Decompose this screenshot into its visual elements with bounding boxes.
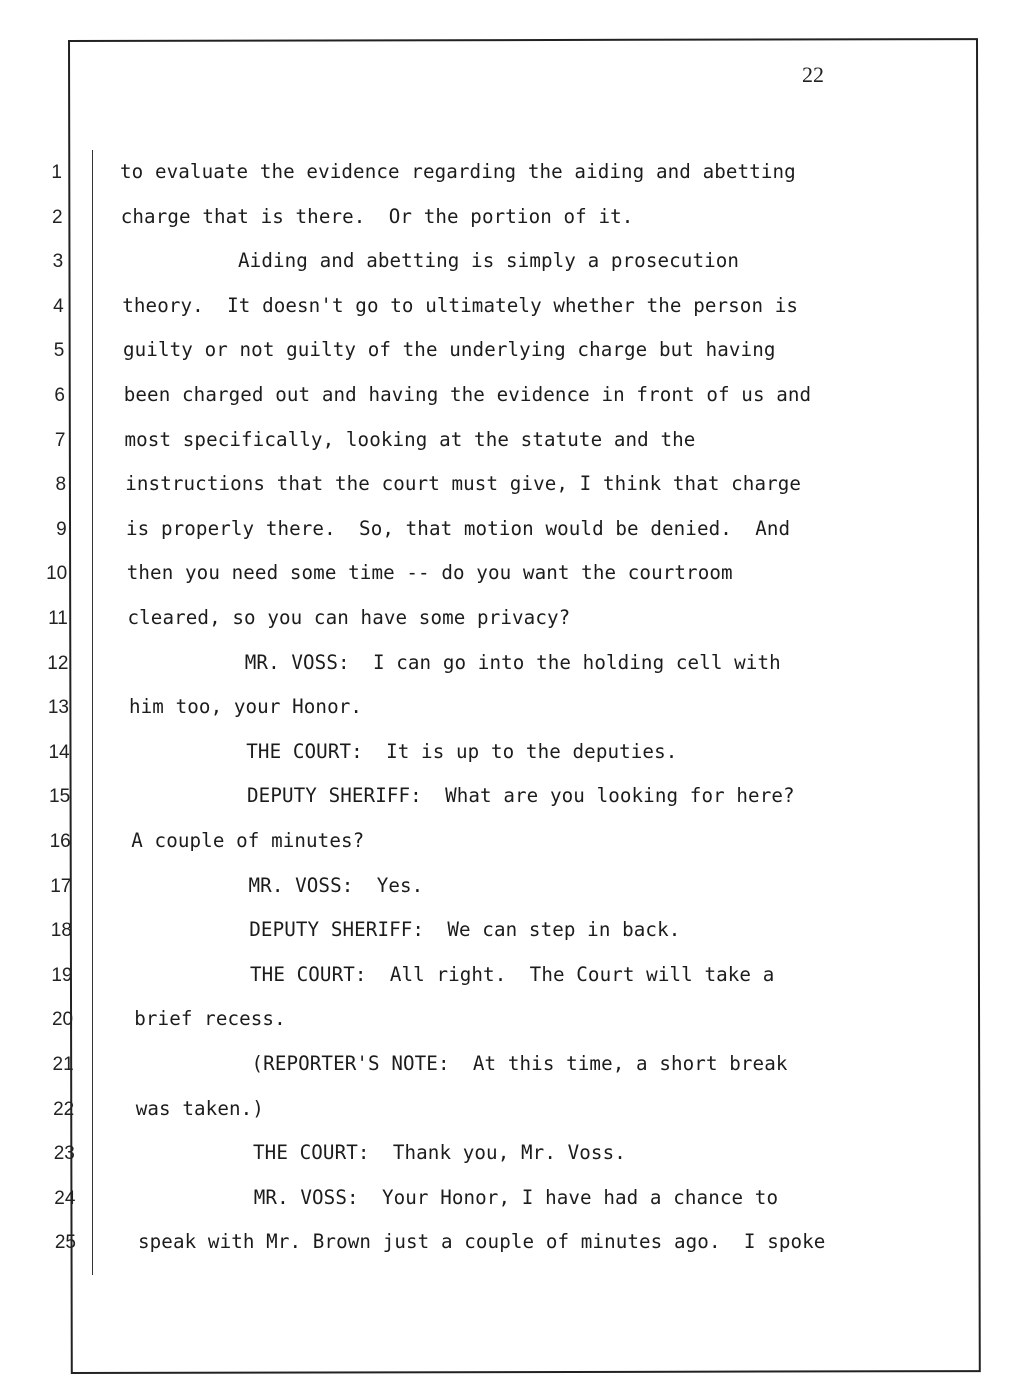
line-number: 21 (52, 1054, 74, 1075)
line-number: 10 (46, 563, 68, 585)
line-text: THE COURT: Thank you, Mr. Voss. (136, 1141, 626, 1165)
line-number: 15 (49, 786, 71, 808)
transcript-line (0, 1052, 1028, 1082)
line-text: guilty or not guilty of the underlying charge but having (123, 338, 776, 362)
line-number: 17 (50, 875, 72, 897)
transcript-line (0, 740, 1028, 770)
line-text: cleared, so you can have some privacy? (127, 606, 571, 629)
line-text: brief recess. (134, 1007, 286, 1031)
transcript-line (0, 205, 1028, 235)
transcript-line (0, 472, 1028, 502)
line-text: most specifically, looking at the statute and the (124, 427, 696, 451)
line-number: 22 (53, 1098, 75, 1120)
line-number: 2 (52, 206, 63, 228)
transcript-line (0, 383, 1028, 413)
transcript-line (0, 651, 1028, 681)
line-text: was taken.) (135, 1096, 264, 1120)
transcript-line (0, 428, 1028, 458)
line-text: to evaluate the evidence regarding the aiding and abetting (120, 160, 796, 183)
line-text: then you need some time -- do you want the courtroom (126, 561, 733, 585)
line-number: 13 (47, 697, 69, 719)
transcript-line (0, 874, 1028, 904)
line-number: 1 (51, 162, 62, 183)
line-number: 4 (53, 295, 64, 317)
transcript-line (0, 1141, 1028, 1171)
line-text: theory. It doesn't go to ultimately whether the person is (122, 293, 799, 317)
line-text: MR. VOSS: Your Honor, I have had a chance to (137, 1185, 779, 1209)
line-text: Aiding and abetting is simply a prosecution (121, 249, 740, 273)
line-text: is properly there. So, that motion would be denied. And (126, 516, 791, 540)
line-number: 3 (52, 251, 64, 273)
line-number: 7 (54, 429, 66, 451)
line-number: 23 (53, 1143, 75, 1165)
transcript-line (0, 829, 1028, 859)
transcript-line (0, 517, 1028, 547)
transcript-line (0, 249, 1028, 279)
line-number: 24 (54, 1187, 76, 1209)
line-number: 9 (56, 518, 67, 540)
line-text: MR. VOSS: I can go into the holding cell with (128, 650, 781, 674)
line-text: instructions that the court must give, I think that charge (125, 472, 802, 496)
line-number: 18 (50, 920, 72, 942)
line-number: 12 (47, 652, 69, 674)
line-number: 16 (49, 831, 71, 852)
line-text: him too, your Honor. (129, 695, 363, 719)
transcript-line (0, 294, 1028, 324)
transcript-line (0, 963, 1028, 993)
transcript-line (0, 1097, 1028, 1127)
line-number: 11 (48, 608, 68, 629)
line-text: DEPUTY SHERIFF: What are you looking for here? (130, 784, 795, 808)
line-text: been charged out and having the evidence in front of us and (123, 383, 812, 406)
transcript-line (0, 606, 1028, 636)
transcript-line (0, 561, 1028, 591)
line-text: (REPORTER'S NOTE: At this time, a short break (135, 1052, 788, 1075)
transcript-line (0, 784, 1028, 814)
line-text: MR. VOSS: Yes. (132, 873, 424, 897)
line-number: 8 (55, 474, 67, 496)
line-text: A couple of minutes? (131, 829, 365, 852)
transcript-line (0, 918, 1028, 948)
transcript-line (0, 160, 1028, 190)
page-number: 22 (802, 62, 824, 87)
line-number: 6 (54, 385, 65, 406)
line-text: charge that is there. Or the portion of it. (120, 204, 634, 228)
transcript-line (0, 1230, 1028, 1260)
transcript-line (0, 1186, 1028, 1216)
line-number: 25 (54, 1232, 76, 1254)
line-number: 5 (53, 340, 65, 362)
line-number: 19 (51, 964, 73, 986)
line-number: 14 (48, 741, 70, 763)
line-text: THE COURT: It is up to the deputies. (129, 739, 678, 763)
transcript-line (0, 338, 1028, 368)
line-text: DEPUTY SHERIFF: We can step in back. (132, 918, 681, 942)
line-text: speak with Mr. Brown just a couple of minutes ago. I spoke (138, 1230, 826, 1254)
transcript-line (0, 695, 1028, 725)
transcript-line (0, 1007, 1028, 1037)
line-number: 20 (51, 1009, 74, 1031)
line-text: THE COURT: All right. The Court will take a (133, 962, 775, 986)
